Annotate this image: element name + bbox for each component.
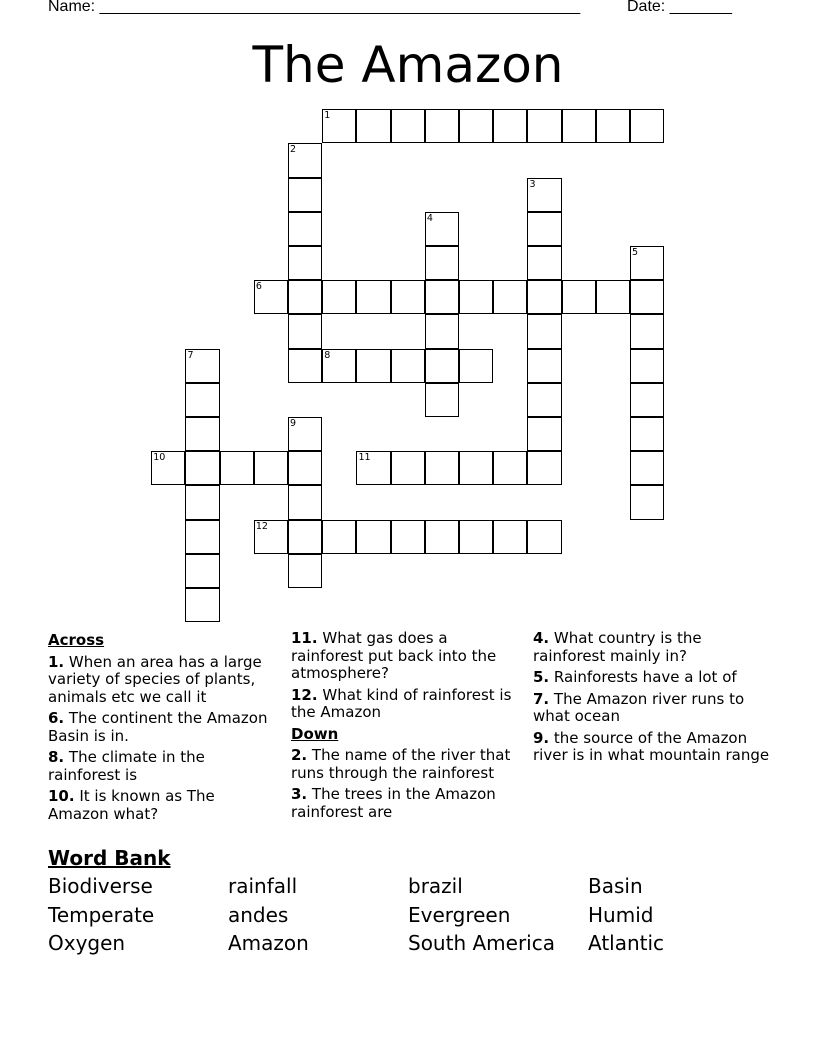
crossword-cell[interactable] [562,109,596,143]
crossword-cell[interactable] [254,451,288,485]
crossword-cell[interactable] [288,314,322,348]
crossword-cell[interactable] [562,280,596,314]
crossword-cell[interactable] [425,246,459,280]
crossword-cell[interactable] [288,178,322,212]
crossword-cell[interactable] [459,349,493,383]
word-bank-word: andes [228,903,289,927]
crossword-cell[interactable] [527,451,561,485]
crossword-cell[interactable] [185,520,219,554]
crossword-cell[interactable] [596,280,630,314]
crossword-cell[interactable] [425,212,459,246]
down-heading: Down [291,724,339,743]
word-bank-word: Temperate [48,903,155,927]
crossword-cell[interactable] [630,109,664,143]
word-bank-word: Oxygen [48,931,126,955]
crossword-cell[interactable] [288,520,322,554]
crossword-cell[interactable] [391,109,425,143]
clue-number: 12 [255,520,268,532]
crossword-cell[interactable] [185,383,219,417]
crossword-cell[interactable] [288,451,322,485]
crossword-cell[interactable] [630,417,664,451]
crossword-cell[interactable] [288,212,322,246]
crossword-cell[interactable] [493,451,527,485]
name-field: Name: ______________________________________________________ [48,0,581,15]
crossword-cell[interactable] [185,485,219,519]
clue-across-10: 10. It is known as The Amazon what? [48,787,215,823]
crossword-cell[interactable] [288,143,322,177]
crossword-cell[interactable] [630,280,664,314]
crossword-cell[interactable] [425,383,459,417]
crossword-cell[interactable] [185,349,219,383]
clues-column-1 [48,630,280,827]
crossword-cell[interactable] [356,349,390,383]
crossword-cell[interactable] [459,520,493,554]
crossword-cell[interactable] [527,520,561,554]
crossword-cell[interactable] [527,280,561,314]
clue-down-9: 9. the source of the Amazon river is in what mountain range [533,728,770,764]
word-bank-word: Basin [588,874,643,898]
crossword-cell[interactable] [630,314,664,348]
crossword-cell[interactable] [425,314,459,348]
clues-column-3 [533,630,773,769]
crossword-cell[interactable] [288,417,322,451]
crossword-cell[interactable] [630,349,664,383]
crossword-cell[interactable] [288,280,322,314]
crossword-cell[interactable] [425,109,459,143]
crossword-cell[interactable] [459,109,493,143]
puzzle-title: The Amazon [252,36,564,94]
crossword-cell[interactable] [630,451,664,485]
crossword-cell[interactable] [425,349,459,383]
clues-column-2 [291,630,523,825]
crossword-cell[interactable] [288,485,322,519]
across-heading: Across [48,631,105,649]
clue-down-2: 2. The name of the river that runs through the rainforest [291,746,511,782]
crossword-cell[interactable] [425,520,459,554]
clue-number: 7 [187,349,194,361]
crossword-cell[interactable] [322,109,356,143]
crossword-cell[interactable] [527,349,561,383]
clue-down-4: 4. What country is the rainforest mainly in? [533,629,702,665]
word-bank-word: brazil [408,874,463,898]
clue-number: 10 [153,452,166,464]
word-bank-word: Amazon [228,931,309,955]
crossword-cell[interactable] [322,280,356,314]
crossword-cell[interactable] [322,520,356,554]
word-bank-word: Biodiverse [48,874,153,898]
crossword-cell[interactable] [493,520,527,554]
word-bank-word: Evergreen [408,903,511,927]
crossword-cell[interactable] [288,554,322,588]
crossword-cell[interactable] [391,349,425,383]
crossword-cell[interactable] [391,280,425,314]
clue-across-1: 1. When an area has a large variety of species of plants, animals etc we call it [48,652,262,706]
crossword-cell[interactable] [356,280,390,314]
date-field: Date: _______ [627,0,732,15]
clue-number: 1 [324,110,331,122]
clue-across-8: 8. The climate in the rainforest is [48,748,205,784]
crossword-cell[interactable] [527,109,561,143]
crossword-cell[interactable] [356,109,390,143]
crossword-cell[interactable] [151,451,185,485]
clue-number: 2 [290,144,297,156]
word-bank-word: Atlantic [588,931,665,955]
crossword-cell[interactable] [527,417,561,451]
clue-number: 11 [358,452,371,464]
crossword-cell[interactable] [527,212,561,246]
crossword-cell[interactable] [527,314,561,348]
crossword-cell[interactable] [527,383,561,417]
crossword-cell[interactable] [356,451,390,485]
clue-number: 5 [632,247,639,259]
crossword-cell[interactable] [527,178,561,212]
crossword-cell[interactable] [391,520,425,554]
clue-number: 8 [324,349,331,361]
crossword-cell[interactable] [527,246,561,280]
crossword-cell[interactable] [493,280,527,314]
crossword-cell[interactable] [322,349,356,383]
clue-down-5: 5. Rainforests have a lot of [533,668,737,686]
crossword-cell[interactable] [425,451,459,485]
clue-number: 9 [290,418,297,430]
crossword-cell[interactable] [630,485,664,519]
crossword-cell[interactable] [425,280,459,314]
word-bank-title: Word Bank [48,846,171,870]
clue-number: 6 [255,281,262,293]
crossword-cell[interactable] [630,246,664,280]
clue-number: 4 [426,212,433,224]
clue-across-12: 12. What kind of rainforest is the Amazon [291,685,512,721]
clue-across-6: 6. The continent the Amazon Basin is in. [48,709,268,745]
clue-number: 3 [529,178,536,190]
clue-across-11: 11. What gas does a rainforest put back into the atmosphere? [291,629,497,682]
crossword-cell[interactable] [254,280,288,314]
word-bank-word: South America [408,931,555,955]
word-bank-word: Humid [588,903,654,927]
crossword-cell[interactable] [459,451,493,485]
clue-down-3: 3. The trees in the Amazon rainforest are [291,785,496,821]
crossword-cell[interactable] [459,280,493,314]
clue-down-7: 7. The Amazon river runs to what ocean [533,689,745,725]
word-bank-word: rainfall [228,874,298,898]
crossword-cell[interactable] [630,383,664,417]
crossword-cell[interactable] [185,417,219,451]
crossword-cell[interactable] [356,520,390,554]
crossword-cell[interactable] [220,451,254,485]
crossword-cell[interactable] [254,520,288,554]
crossword-cell[interactable] [185,588,219,622]
crossword-cell[interactable] [288,246,322,280]
crossword-cell[interactable] [596,109,630,143]
crossword-cell[interactable] [185,554,219,588]
crossword-cell[interactable] [185,451,219,485]
crossword-cell[interactable] [288,349,322,383]
crossword-cell[interactable] [493,109,527,143]
crossword-cell[interactable] [391,451,425,485]
